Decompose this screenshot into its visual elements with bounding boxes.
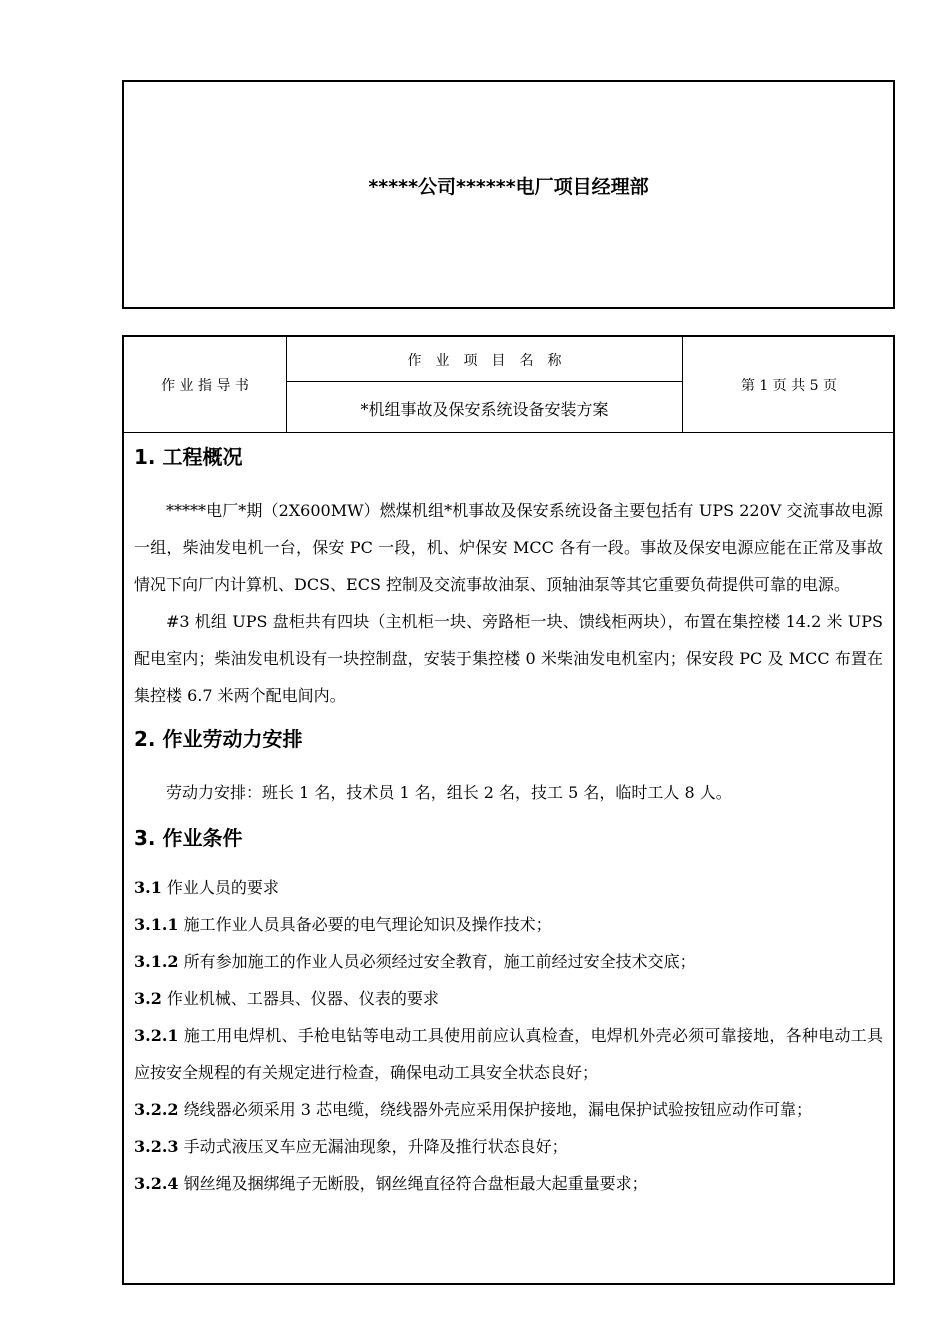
list-item: 3.1.2 所有参加施工的作业人员必须经过安全教育，施工前经过安全技术交底；	[134, 952, 696, 971]
section-2-title: 2. 作业劳动力安排	[134, 727, 303, 751]
page-info: 第 1 页 共 5 页	[740, 378, 838, 394]
list-item: 3.2.4 钢丝绳及捆绑绳子无断股，钢丝绳直径符合盘柜最大起重量要求；	[134, 1174, 648, 1193]
company-title: *****公司******电厂项目经理部	[368, 176, 649, 198]
header-bottom-line	[124, 432, 893, 433]
section-2-paragraph-1: 劳动力安排：班长 1 名，技术员 1 名，组长 2 名，技工 5 名，临时工人 8 人。	[166, 783, 732, 802]
list-item: 3.1 作业人员的要求	[134, 878, 279, 897]
list-item: 3.2.2 绕线器必须采用 3 芯电缆，绕线器外壳应采用保护接地，漏电保护试验按钮应动作可靠；	[134, 1100, 812, 1119]
list-item: 3.2.1 施工用电焊机、手枪电钻等电动工具使用前应认真检查，电焊机外壳必须可靠接地，各种电动工具应按安全规程的有关规定进行检查，确保电动工具安全状态良好；	[134, 1026, 883, 1082]
section-1-paragraph-2: #3 机组 UPS 盘柜共有四块（主机柜一块、旁路柜一块、馈线柜两块），布置在集控楼 14.2 米 UPS 配电室内；柴油发电机设有一块控制盘，安装于集控楼 0 米柴油发电机室内；保安段 PC 及 MCC 布置在集控楼 6.7 米两个配电间内。	[134, 612, 883, 705]
project-name: *机组事故及保安系统设备安装方案	[360, 400, 609, 419]
section-1-title: 1. 工程概况	[134, 445, 243, 469]
list-item: 3.2.3 手动式液压叉车应无漏油现象，升降及推行状态良好；	[134, 1137, 568, 1156]
header-row-divider	[286, 381, 682, 382]
project-name-label: 作 业 项 目 名 称	[407, 353, 562, 369]
document-body	[134, 434, 883, 1202]
doc-type-label: 作 业 指 导 书	[161, 378, 249, 394]
list-item: 3.2 作业机械、工器具、仪器、仪表的要求	[134, 989, 439, 1008]
list-item: 3.1.1 施工作业人员具备必要的电气理论知识及操作技术；	[134, 915, 552, 934]
section-1-paragraph-1: *****电厂*期（2X600MW）燃煤机组*机事故及保安系统设备主要包括有 UPS 220V 交流事故电源一组，柴油发电机一台，保安 PC 一段，机、炉保安 MCC 各有一段。事故及保安电源应能在正常及事故情况下向厂内计算机、DCS、ECS 控制及交流事故油泵、顶轴油泵等其它重要负荷提供可靠的电源。	[134, 501, 883, 594]
company-header-box	[122, 80, 895, 309]
work-instruction-box	[122, 335, 895, 1285]
section-3-title: 3. 作业条件	[134, 826, 243, 850]
